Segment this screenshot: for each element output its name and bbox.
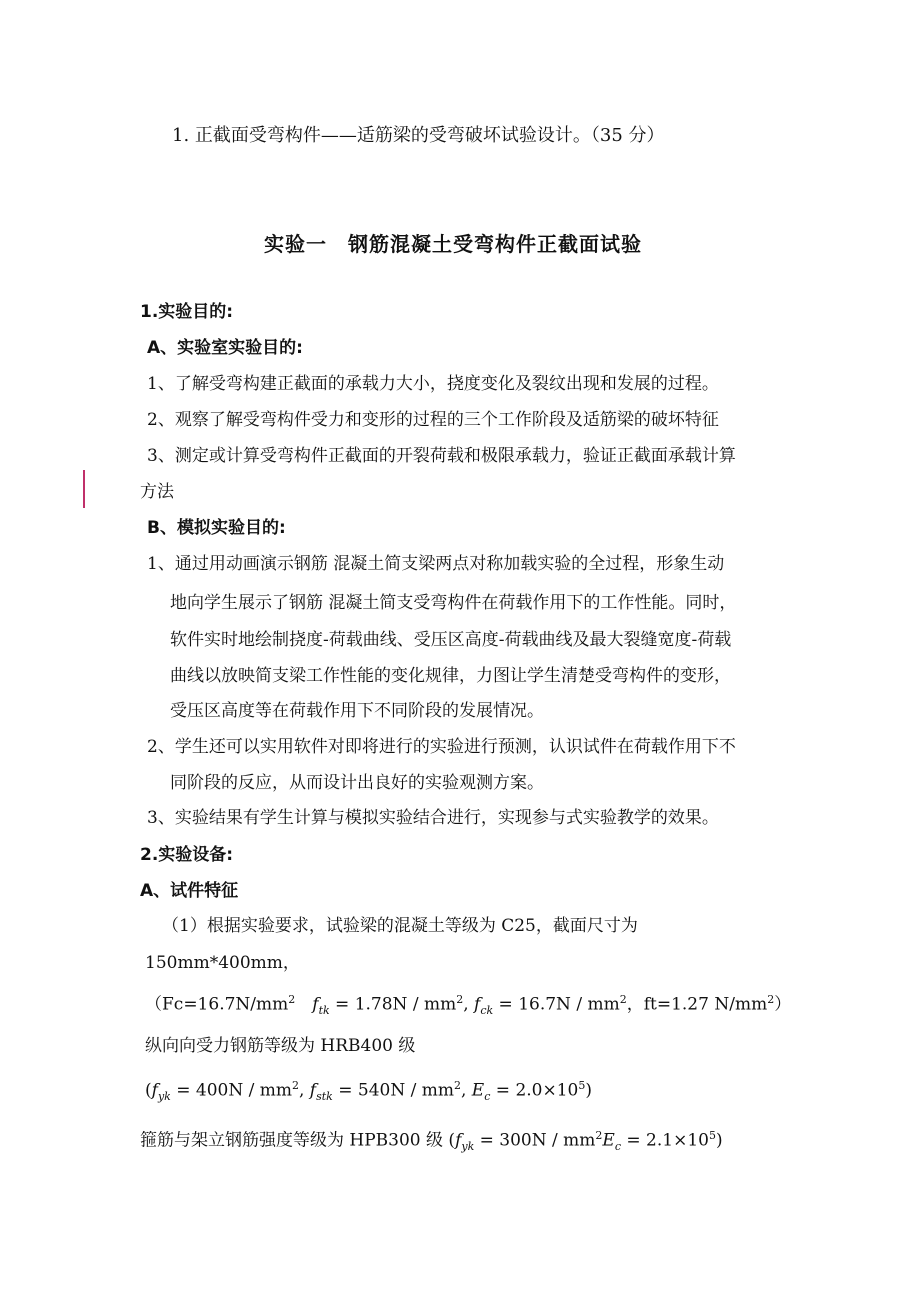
specimen-heading: A、试件特征 bbox=[140, 881, 239, 901]
specimen-dimensions: 150mm*400mm， bbox=[145, 953, 300, 973]
sim-purpose-item: 1、通过用动画演示钢筋 混凝土简支梁两点对称加载实验的全过程，形象生动 bbox=[147, 554, 725, 574]
sim-purpose-item-cont: 地向学生展示了钢筋 混凝土简支受弯构件在荷载作用下的工作性能。同时， bbox=[170, 593, 737, 613]
lab-purpose-item: 2、观察了解受弯构件受力和变形的过程的三个工作阶段及适筋梁的破坏特征 bbox=[147, 410, 719, 430]
fck-symbol: f bbox=[474, 994, 481, 1015]
longitudinal-rebar-formula: ($f_{yk} = 400N / mm^2$, $f_{stk} = 540N / mm^2$, $E_c = 2.0\times 10^5$) bbox=[145, 1079, 592, 1104]
margin-change-bar bbox=[83, 470, 85, 508]
sim-purpose-heading: B、模拟实验目的: bbox=[147, 518, 286, 538]
ft-value: ，ft=1.27 N/mm bbox=[626, 994, 768, 1015]
lab-purpose-item: 3、测定或计算受弯构件正截面的开裂荷载和极限承载力，验证正截面承载计算 bbox=[147, 446, 736, 466]
stirrup-grade: 箍筋与架立钢筋强度等级为 HPB300 级 bbox=[140, 1130, 444, 1151]
specimen-line: （1）根据实验要求，试验梁的混凝土等级为 C25，截面尺寸为 bbox=[162, 916, 638, 936]
longitudinal-rebar-grade: 纵向向受力钢筋等级为 HRB400 级 bbox=[145, 1036, 416, 1056]
experiment-title: 实验一 钢筋混凝土受弯构件正截面试验 bbox=[264, 232, 642, 256]
lab-purpose-item: 1、了解受弯构建正截面的承载力大小，挠度变化及裂纹出现和发展的过程。 bbox=[147, 374, 719, 394]
sim-purpose-item-cont: 软件实时地绘制挠度-荷载曲线、受压区高度-荷载曲线及最大裂缝宽度-荷载 bbox=[170, 630, 732, 650]
concrete-strength-formula: （$Fc=16.7N/mm^2$ $f_{tk} = 1.78N / mm^2$, $f_{ck} = 16.7N / mm^2$，ft=1.27 $N/mm^2$） bbox=[145, 993, 792, 1018]
stirrup-grade-line: 箍筋与架立钢筋强度等级为 HPB300 级 $(f_{yk} = 300N / mm^2E_c = 2.1\times 10^5)$ bbox=[140, 1129, 723, 1154]
section-2-heading: 2.实验设备: bbox=[140, 845, 234, 865]
fck-value: = 16.7N / mm bbox=[493, 994, 620, 1015]
sim-purpose-item-cont: 同阶段的反应，从而设计出良好的实验观测方案。 bbox=[170, 773, 544, 793]
lab-purpose-item-cont: 方法 bbox=[140, 482, 174, 502]
question-title: 1. 正截面受弯构件——适筋梁的受弯破坏试验设计。（35 分） bbox=[172, 125, 665, 146]
ftk-symbol: f bbox=[312, 994, 319, 1015]
section-1-heading: 1.实验目的: bbox=[140, 302, 234, 322]
sim-purpose-item: 2、学生还可以实用软件对即将进行的实验进行预测，认识试件在荷载作用下不 bbox=[147, 737, 736, 757]
sim-purpose-item-cont: 受压区高度等在荷载作用下不同阶段的发展情况。 bbox=[170, 701, 544, 721]
fc-value: （Fc=16.7N/mm bbox=[145, 994, 289, 1015]
sim-purpose-item: 3、实验结果有学生计算与模拟实验结合进行，实现参与式实验教学的效果。 bbox=[147, 808, 719, 828]
ftk-value: = 1.78N / mm bbox=[329, 994, 457, 1015]
sim-purpose-item-cont: 曲线以放映简支梁工作性能的变化规律，力图让学生清楚受弯构件的变形， bbox=[170, 666, 731, 686]
lab-purpose-heading: A、实验室实验目的: bbox=[147, 338, 303, 358]
